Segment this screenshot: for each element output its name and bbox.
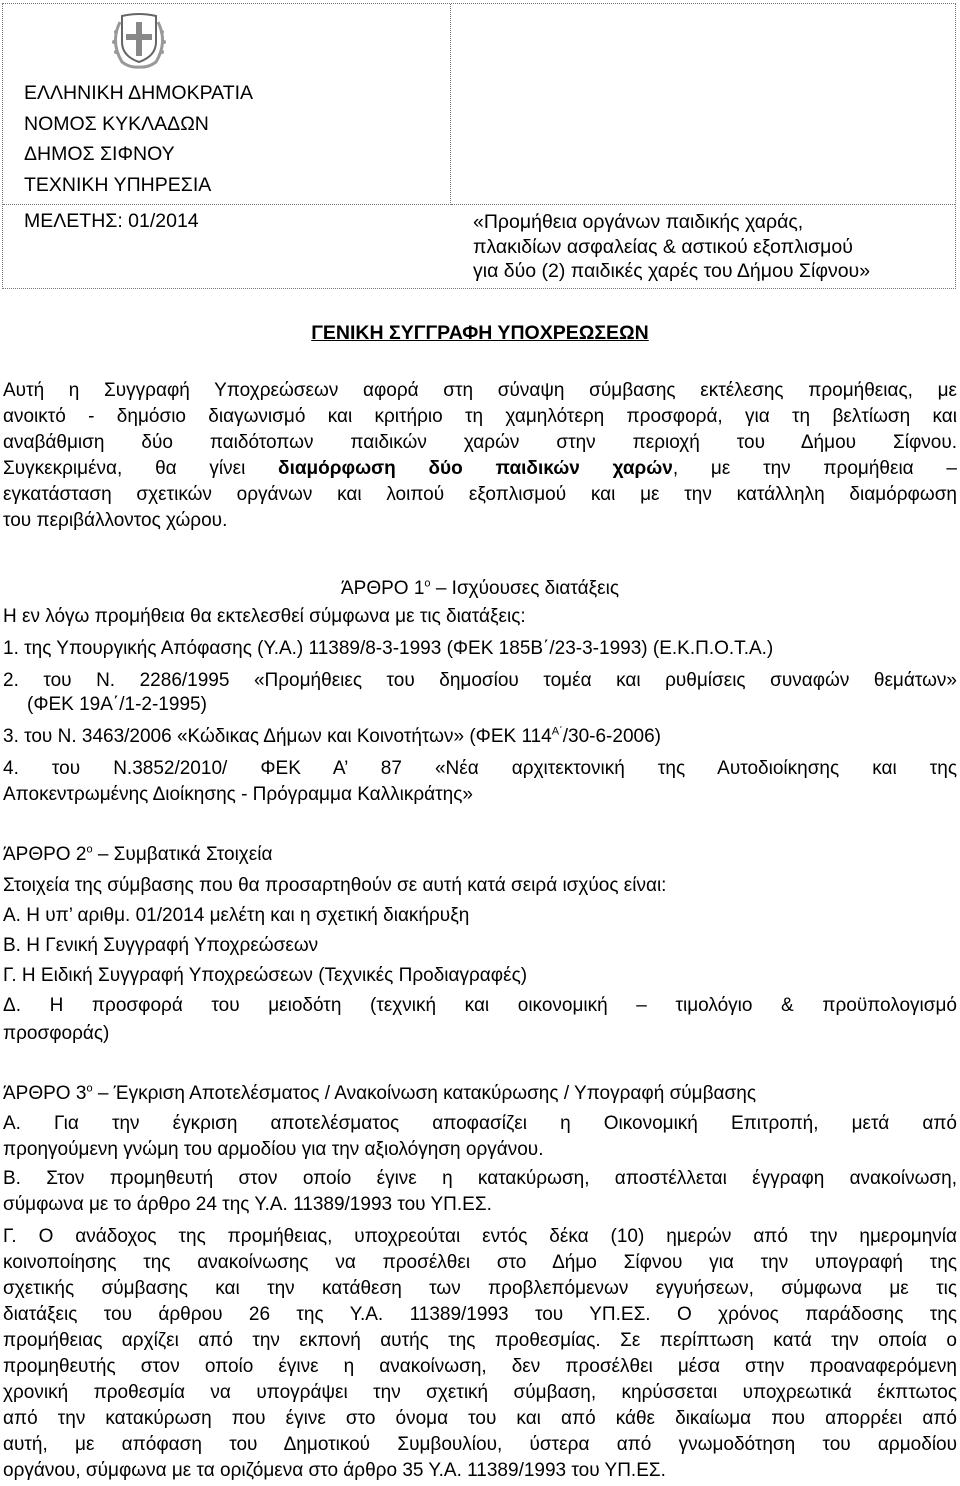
article-3-para-b: Β. Στον προμηθευτή στον οποίο έγινε η κατακύρωση, αποστέλλεται έγγραφη ανακοίνωση, <box>3 1168 957 1189</box>
article-2-item-continuation: προσφοράς) <box>3 1023 110 1044</box>
document-title: ΓΕΝΙΚΗ ΣΥΓΓΡΑΦΗ ΥΠΟΧΡΕΩΣΕΩΝ <box>311 322 649 344</box>
study-number: ΜΕΛΕΤΗΣ: 01/2014 <box>24 210 199 232</box>
article-1-item: 4. του Ν.3852/2010/ ΦΕΚ Α’ 87 «Νέα αρχιτεκτονική της Αυτοδιοίκησης και της <box>3 758 957 779</box>
article-3-para-a: προηγούμενη γνώμη του αρμοδίου για την αξιολόγηση οργάνου. <box>3 1139 544 1160</box>
intro-line: ανοικτό - δημόσιο διαγωνισμό και κριτήριο τη χαμηλότερη προσφορά, για τη βελτίωση και <box>3 406 957 427</box>
header-table <box>2 3 956 289</box>
article-1-item-continuation: (ΦΕΚ 19Α΄/1-2-1995) <box>27 694 207 715</box>
article-3-para-a: Α. Για την έγκριση αποτελέσματος αποφασίζει η Οικονομική Επιτροπή, μετά από <box>3 1113 957 1134</box>
country-name: ΕΛΛΗΝΙΚΗ ΔΗΜΟΚΡΑΤΙΑ <box>24 82 254 104</box>
article-3-para-c: προμήθειας αρχίζει από την εκπονή αυτής της προθεσμίας. Σε περίπτωση κατά την οποία ο <box>3 1330 957 1351</box>
header-empty-cell <box>451 4 955 205</box>
article-3-para-c: προμηθευτής στον οποίο έγινε η ανακοίνωση, δεν προσέλθει μέσα στην προαναφερόμενη <box>3 1356 957 1377</box>
article-1-lead: Η εν λόγω προμήθεια θα εκτελεσθεί σύμφωνα με τις διατάξεις: <box>3 606 526 627</box>
article-3-title: ΆΡΘΡΟ $3^o$ – Έγκριση Αποτελέσματος / Ανακοίνωση κατακύρωσης / Υπογραφή σύμβασης <box>3 1082 756 1104</box>
intro-line: Συγκεκριμένα, θα γίνει διαμόρφωση δύο παιδικών χαρών, με την προμήθεια – <box>3 458 957 479</box>
project-title-line: για δύο (2) παιδικές χαρές του Δήμου Σίφνου» <box>473 260 871 282</box>
article-2-item: Β. Η Γενική Συγγραφή Υποχρεώσεων <box>3 935 319 956</box>
article-2-item: Γ. Η Ειδική Συγγραφή Υποχρεώσεων (Τεχνικές Προδιαγραφές) <box>3 965 528 986</box>
intro-line: αναβάθμιση δύο παιδότοπων παιδικών χαρών στην περιοχή του Δήμου Σίφνου. <box>3 432 957 453</box>
article-3-para-c: διατάξεις του άρθρου 26 της Υ.Α. 11389/1993 του ΥΠ.ΕΣ. Ο χρόνος παράδοσης της <box>3 1304 957 1325</box>
article-2-lead: Στοιχεία της σύμβασης που θα προσαρτηθούν σε αυτή κατά σειρά ισχύος είναι: <box>3 875 667 896</box>
article-3-para-c: σχετικής σύμβασης και την κατάθεση των προβλεπόμενων εγγυήσεων, σύμφωνα με τις <box>3 1278 957 1299</box>
article-3-para-c: από την κατακύρωση που έγινε στο όνομα του και από κάθε δικαίωμα που απορρέει από <box>3 1408 957 1429</box>
greek-coat-of-arms-icon <box>108 12 170 70</box>
article-3-para-c: οργάνου, σύμφωνα με τα οριζόμενα στο άρθρο 35 Υ.Α. 11389/1993 του ΥΠ.ΕΣ. <box>3 1460 666 1481</box>
article-3-para-c: κοινοποίησης της ανακοίνωσης να προσέλθει στο Δήμο Σίφνου για την υπογραφή της <box>3 1252 957 1273</box>
municipality-name: ΔΗΜΟΣ ΣΙΦΝΟΥ <box>24 143 175 165</box>
project-title-line: πλακιδίων ασφαλείας & αστικού εξοπλισμού <box>473 235 853 258</box>
article-2-item: Δ. Η προσφορά του μειοδότη (τεχνική και οικονομική – τιμολόγιο & προϋπολογισμό <box>3 995 957 1016</box>
article-3-para-c: αυτή, με απόφαση του Δημοτικού Συμβουλίου, ύστερα από γνωμοδότηση του αρμοδίου <box>3 1434 957 1455</box>
authority-block <box>24 78 253 200</box>
article-3-para-c: χρονική προθεσμία να υπογράψει την σχετική σύμβαση, κηρύσσεται υποχρεωτικά έκπτωτος <box>3 1382 957 1403</box>
article-3-para-b: σύμφωνα με το άρθρο 24 της Υ.Α. 11389/1993 του ΥΠ.ΕΣ. <box>3 1194 492 1215</box>
article-2-title: ΆΡΘΡΟ $2^o$ – Συμβατικά Στοιχεία <box>3 843 273 865</box>
article-1-item: 3. του Ν. 3463/2006 «Κώδικας Δήμων και Κοινοτήτων» (ΦΕΚ $114^{A΄}/30-6-2006$) <box>3 725 661 747</box>
project-title <box>473 210 870 284</box>
article-1-item: 1. της Υπουργικής Απόφασης (Υ.Α.) 11389/8-3-1993 (ΦΕΚ 185Β΄/23-3-1993) (Ε.Κ.Π.Ο.Τ.Α.) <box>3 638 774 659</box>
article-1-item-continuation: Αποκεντρωμένης Διοίκησης - Πρόγραμμα Καλλικράτης» <box>3 784 473 805</box>
article-1-item: 2. του Ν. 2286/1995 «Προμήθειες του δημοσίου τομέα και ρυθμίσεις συναφών θεμάτων» <box>3 670 957 691</box>
intro-line: του περιβάλλοντος χώρου. <box>3 510 228 531</box>
article-3-para-c: Γ. Ο ανάδοχος της προμήθειας, υποχρεούται εντός δέκα (10) ημερών από την ημερομηνία <box>3 1226 957 1247</box>
header-authority-cell <box>3 4 451 205</box>
service-name: ΤΕΧΝΙΚΗ ΥΠΗΡΕΣΙΑ <box>24 173 212 196</box>
project-title-line: «Προμήθεια οργάνων παιδικής χαράς, <box>473 211 804 233</box>
intro-line: εγκατάσταση σχετικών οργάνων και λοιπού εξοπλισμού και με την κατάλληλη διαμόρφωση <box>3 484 957 505</box>
prefecture-name: ΝΟΜΟΣ ΚΥΚΛΑΔΩΝ <box>24 112 209 135</box>
intro-line: Αυτή η Συγγραφή Υποχρεώσεων αφορά στη σύναψη σύμβασης εκτέλεσης προμήθειας, με <box>3 380 957 401</box>
intro-emphasis: διαμόρφωση δύο παιδικών χαρών <box>278 458 673 479</box>
article-1-title: ΆΡΘΡΟ $1^o$ – Ισχύουσες διατάξεις <box>340 577 619 599</box>
article-2-item: Α. Η υπ’ αριθμ. 01/2014 μελέτη και η σχετική διακήρυξη <box>3 905 470 926</box>
